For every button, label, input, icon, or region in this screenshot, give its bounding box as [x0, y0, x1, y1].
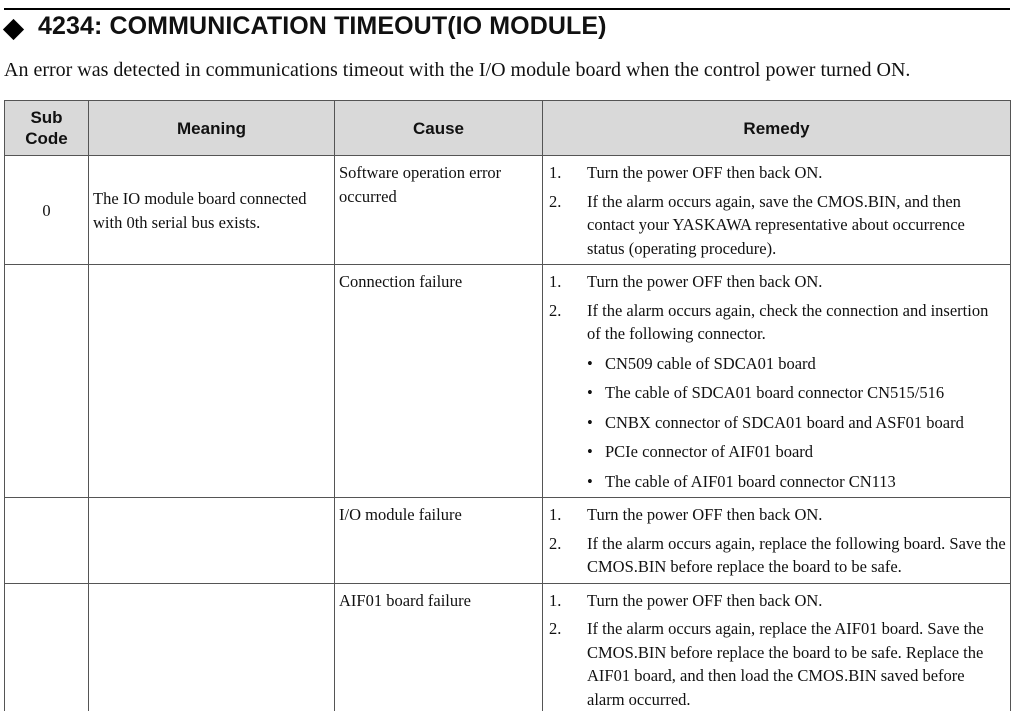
- step-text: [587, 299, 1006, 494]
- step-number: 1.: [549, 590, 562, 610]
- remedy-cell: [543, 265, 1011, 498]
- remedy-step: [547, 190, 1006, 261]
- table-header-row: [5, 101, 1011, 156]
- connector-bullet: [587, 440, 1006, 464]
- alarm-description: An error was detected in communications timeout with the I/O module board when the control power turned ON.: [4, 59, 911, 81]
- bullet-text: The cable of AIF01 board connector CN113: [605, 471, 896, 491]
- alarm-title: 4234: COMMUNICATION TIMEOUT(IO MODULE): [38, 12, 607, 40]
- meaning-cell: The IO module board connected with 0th serial bus exists.: [89, 156, 335, 265]
- header-meaning: Meaning: [89, 101, 335, 156]
- remedy-step: [547, 299, 1006, 494]
- bullet-dot-icon: •: [587, 471, 593, 491]
- header-sub-code: Sub Code: [5, 101, 89, 156]
- bullet-dot-icon: •: [587, 383, 593, 402]
- step-number: 2.: [549, 191, 562, 211]
- step-text: Turn the power OFF then back ON.: [587, 590, 823, 610]
- step-text: If the alarm occurs again, save the CMOS.BIN, and then contact your YASKAWA representative about occurrence status (operating procedure).: [587, 191, 965, 258]
- remedy-cell: [543, 498, 1011, 584]
- cause-cell: I/O module failure: [335, 498, 543, 584]
- remedy-step: [547, 161, 1006, 185]
- meaning-cell: [89, 265, 335, 498]
- step-number: 1.: [549, 163, 562, 182]
- step-number: 1.: [549, 272, 562, 291]
- header-cause: Cause: [335, 101, 543, 156]
- step-number: 2.: [549, 300, 562, 320]
- step-text: If the alarm occurs again, replace the following board. Save the CMOS.BIN before replace the board to be safe.: [587, 533, 1006, 576]
- remedy-step: [547, 503, 1006, 527]
- header-remedy: Remedy: [543, 101, 1011, 156]
- step-text: Turn the power OFF then back ON.: [587, 272, 823, 291]
- cause-cell: Connection failure: [335, 265, 543, 498]
- sub-code-cell: [5, 583, 89, 711]
- table-row: [5, 583, 1011, 711]
- bullet-text: The cable of SDCA01 board connector CN515/516: [605, 383, 945, 402]
- meaning-cell: [89, 498, 335, 584]
- bullet-dot-icon: •: [587, 412, 593, 432]
- connector-bullet: [587, 470, 1006, 494]
- connector-bullet: [587, 352, 1006, 376]
- step-text: Turn the power OFF then back ON.: [587, 163, 823, 182]
- sub-code-cell: 0: [5, 156, 89, 265]
- bullet-text: CNBX connector of SDCA01 board and ASF01 board: [605, 412, 964, 432]
- sub-code-cell: [5, 265, 89, 498]
- table-row: [5, 265, 1011, 498]
- table-row: [5, 156, 1011, 265]
- step-number: 2.: [549, 619, 562, 638]
- connector-bullet: [587, 411, 1006, 435]
- remedy-step: [547, 270, 1006, 294]
- step-text-body: If the alarm occurs again, check the connection and insertion of the following connector.: [587, 300, 989, 343]
- section-heading: [4, 8, 1010, 48]
- connector-bullet: [587, 381, 1006, 405]
- sub-code-cell: [5, 498, 89, 584]
- bullet-dot-icon: •: [587, 442, 593, 461]
- remedy-step: [547, 532, 1006, 579]
- remedy-step: [547, 617, 1006, 711]
- step-number: 2.: [549, 533, 562, 553]
- step-number: 1.: [549, 505, 562, 524]
- remedy-step: [547, 589, 1006, 613]
- bullet-dot-icon: •: [587, 353, 593, 373]
- meaning-cell: [89, 583, 335, 711]
- step-text: If the alarm occurs again, replace the AIF01 board. Save the CMOS.BIN before replace the board to be safe. Replace the AIF01 board, and then load the CMOS.BIN saved before alarm occurred.: [587, 619, 984, 709]
- cause-cell: Software operation error occurred: [335, 156, 543, 265]
- step-text: Turn the power OFF then back ON.: [587, 505, 823, 524]
- remedy-cell: [543, 583, 1011, 711]
- remedy-cell: [543, 156, 1011, 265]
- bullet-text: PCIe connector of AIF01 board: [605, 442, 814, 461]
- bullet-text: CN509 cable of SDCA01 board: [605, 353, 816, 373]
- diamond-bullet-icon: [3, 19, 24, 40]
- alarm-table: [4, 100, 1011, 711]
- table-row: [5, 498, 1011, 584]
- cause-cell: AIF01 board failure: [335, 583, 543, 711]
